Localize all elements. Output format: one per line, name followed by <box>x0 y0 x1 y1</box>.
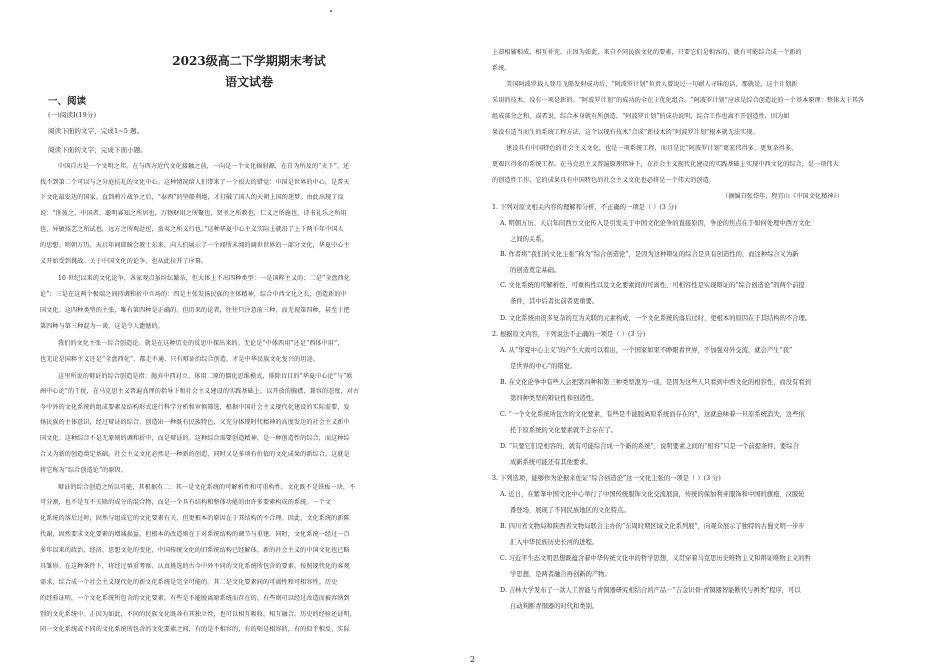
answer-option: D. “只要它们是相容的，就有可能综合成一个新的系统”，说明要素之间的“相容”只是一个前提条件，要综合 <box>500 443 799 450</box>
answer-option-continued: 条件，其中后者比前者更重要。 <box>510 298 599 305</box>
passage-line: 也，异敏技艺之所试也，远方之所观赴也，蛮夷之所义行也。”这种华夏中心主义实际上就沿了上下两千年中国人 <box>40 226 344 233</box>
exam-subtitle: 语文试卷 <box>224 75 273 89</box>
answer-option-continued: 是世界的中心”的错觉。 <box>510 363 577 370</box>
passage-line: 国文化。这四种类型的主张，唯有第四种是正确的。但历来的论者，往往只注意前三种，而无视第四种，甚至于把 <box>40 307 350 314</box>
answer-option: A. 明朝万历、天启年间西方文化传入是引发关于中国文化论争的直接原因，争论的焦点在于如何处理中西方文化 <box>500 220 811 227</box>
answer-option-continued: 托于原系统的文化要素就不会存在了。 <box>510 427 618 434</box>
passage-line: 这里所说的辩证的综合创造是指：抛弃中西对立、体用二原的僵化思维模式，排除盲目的“华夏中心论”与“欧 <box>58 373 353 380</box>
passage-line: 上却相辅相成、相互补充。正因为如此，来自不同民族文化的要素，只要它们是相容的，就有可能综合成一个新的 <box>492 49 802 56</box>
passage-line: 扬民族的主体意识，经过辩证的综合，创造出一种既有民族特色，又充分体现时代精神的高度发达的社会主义新中 <box>40 419 350 426</box>
passage-line: 的创造性工作，它的成果具有中国特色的社会主义文化也必将是一个伟大的创造。 <box>492 177 715 184</box>
passage-line: 更艰巨得多的系统工程。在马克思主义普遍原理指导下，在社会主义现代化建设的实践基础上实现中西文化的综合，是一项伟大 <box>492 161 839 168</box>
question-stem: 2. 根据原文内容，下列说法不正确的一项是（ ）(3 分) <box>492 331 646 338</box>
passage-line: 果没有适当而生的系统工程方法，这个以现有技术“合成”新技术的“阿波罗计划”根本就无法实现。 <box>492 129 759 136</box>
passage-line: 需求，综合成一个社会主义现代化的新文化系统是完全可能的。其二是文化要素间的可离性和可相容性。历史 <box>40 579 338 586</box>
answer-option-continued: 汇入中华民族历史长河的进程。 <box>510 539 599 546</box>
passage-line: 也无论是国粹主义还是“全盘西化”，都走不通，只有辩证的综合创造，才是中华民族文化复兴的坦途。 <box>40 356 319 363</box>
passage-line: 化系统的落后过时，固然与组成它的文化要素有关，但更根本的原因在于其结构的不合理。因此，文化系统的新陈 <box>40 515 350 522</box>
answer-option-continued: 成新系统可能还有其他要求。 <box>510 459 592 466</box>
answer-option: A. 从“华夏中心主义”的产生大致可以看出，一个国家如果不睁眼看世界，不加强对外交流，就会产生“我” <box>500 347 793 354</box>
question-stem: 1. 下列对原文相关内容的理解和分析，不正确的一项是（ ）(3 分) <box>492 204 677 211</box>
section-heading: 一、阅读 <box>48 96 87 107</box>
answer-option: A. 近日，在紫峯中国文化中心举行了中国传统服饰文化交流展演，传统的保加利亚服饰和中国的旗袍、汉服轮 <box>500 491 805 498</box>
answer-option: C. 习近平生态文明思想既蕴含着中华传统文化中的哲学思想，又贯穿着马克思历史唯物主义和辩证唯物主义的哲 <box>500 555 811 562</box>
passage-line: 国文化。这种综合不是无原则的调和折中，而是辩证的。这种综合需要创造精神，是一种创造性的综合，而这种综 <box>40 435 350 442</box>
passage-line: 别的文化系统中。正因为如此，不同的民族文化既各有其独立性，也可以相互吸收、相互融合。历史的经验还证明， <box>40 611 356 618</box>
question-stem: 3. 下列选项，能够作为论据来佐证“综合创造论”这一文化主张的一项是（ ）(3 分) <box>492 475 721 482</box>
passage-line: 建设具有中国特色的社会主义文化，也是一项系统工程，而且是比“阿波罗计划”更宏伟得多、更复杂得多、 <box>506 145 798 152</box>
answer-option: D. 吉林大学发布了一款人工智能与青铜器研究相结合的产品－“吉金识骨·青铜器智能断代与辨类”程序，可以 <box>500 587 801 594</box>
passage-line: 今中外的文化系统的组成要素及结构形式进行科学分析和审慎筛选，根据中国社会主义现代化建设的实际需要，发 <box>40 404 350 411</box>
source-citation: （摘编自张岱年、程宜山《中国文化精神》） <box>722 193 843 200</box>
passage-line: 采用的技术，没有一项是新的。“阿波罗计划”的成功的全在于优化组合。“阿波罗计划”应该是综合创造论的一个基本原理：整体大于其各 <box>492 97 865 104</box>
passage-line: 阅读下面的文字，完成下面小题。 <box>48 146 147 154</box>
page-number: 2 <box>470 655 476 664</box>
reading-instruction: 阅读下面的文字，完成1~5 题。 <box>48 127 144 135</box>
answer-option: C. “一个文化系统所包含的文化要素，有些是不能脱离原系统而存在的”，这就意味着一旦原系统消失，这些依 <box>500 411 805 418</box>
answer-option-continued: 自动判断青铜器的时代和类别。 <box>510 603 599 610</box>
answer-option-continued: 番登场，展现了不同民族地区的文化特点。 <box>510 507 630 514</box>
passage-line: 美国阿波罗载人登月飞船发射成功后，“阿波罗计划”负责人曾说过一句耐人寻味的话，那就是，这个计划新 <box>506 81 798 88</box>
passage-line: 找不到第二个可以与之分庭抗礼的文化中心。这种情况给人们带来了一个很大的错觉：中国是世界的中心，是普天 <box>40 179 350 186</box>
answer-option: B. 四川省文物局和陕西省文物局联合主办的“东周时期区域文化系列展”，向观众展示了独特的古蜀文明一步步 <box>500 523 805 530</box>
passage-line: 洲中心论”的干扰，在马克思主义普遍真理的指导下和社会主义建设的实践基础上，以开放的胸襟，兼容的态度，对古 <box>40 388 360 395</box>
passage-line: 16 世纪以来的文化论争，各家观点虽纷纭繁杂，但大体上不出四种类型：一是国粹主义的；二是“全盘西化 <box>58 275 350 282</box>
passage-line: 辩证的综合创造之所以可能，其根据有二：其一是文化系统的可解析性和可重构性。文化既不是铁板一块，不 <box>58 484 356 491</box>
passage-line: 代谢，固然要求文化要素的增减损益，但根本的改造则在于对系统结构的调节与重建。同时，文化系统一经过一百 <box>40 531 350 538</box>
passage-line: 组成部分之和，或者说，综合本身就有所创造。“阿波罗计划”的成功说明，综合工作也离不开创造性，因为如 <box>492 113 790 120</box>
answer-option-continued: 学思想，是两者融合再创新的产物。 <box>510 571 611 578</box>
answer-option-continued: 之间的关系。 <box>510 236 548 243</box>
passage-line: 系统。 <box>492 65 511 72</box>
passage-line: 说：“匪彼之，中国者，聪明睿知之所居也，万物财用之所聚也，贤圣之所教也，仁义之所施也，诗书礼乐之所用 <box>40 210 347 217</box>
answer-option-continued: 第四种类型的辩证性和创造性。 <box>510 395 599 402</box>
passage-line: 第四种与第三种混为一谈，这是令人遗憾的。 <box>40 323 164 330</box>
exam-title: 2023级高二下学期期末考试 <box>172 54 326 68</box>
passage-line: 论”；三是在这两个极端之间持调和折中立场的：四是主张发扬民族的主体精神，综合中西文化之长，创造新的中 <box>40 291 347 298</box>
passage-line: 多年以来的政治、经济、思想文化的变化，中国传统文化的旧系统结构已经解体，新的社会主义的中国文化也已略 <box>40 547 350 554</box>
passage-line: 下文化最发达的国家。直到鸦片战争之后，“泰西”的坚船利炮，才打破了国人的天朝上国的迷梦。由此出现了反 <box>40 194 344 201</box>
answer-option: B. 在文化论争中有些人会把第四种和第三种类型混为一谈，是因为这些人只看到中西文化的相容性，而没有看到 <box>500 379 811 386</box>
answer-option: D. 文化系统由很多复杂的互为关联的元素构成，一个文化系统的落后过时，更根本的原因在于其结构的不合理。 <box>500 315 812 322</box>
passage-line: 的思想。明朝万历、天启年间耶稣会教士东来，向人们展示了一个闻所未闻的阔世世界的一部分文化，华夏中心主 <box>40 242 350 249</box>
passage-line: 义开始受到挑战。关于中国文化的论争，也从此拉开了序幕。 <box>40 258 208 265</box>
answer-option: C. 文化系统的可解析性、可重构性以及文化要素间的可离性、可相容性是实现辩证的“综合创造论”的两个前提 <box>500 282 805 289</box>
passage-line: 同一文化系统或不同的文化系统所包含的文化要素之间，有的是不相容的，有的则是相容的，有的似乎相反，实际 <box>40 626 350 633</box>
answer-option: B. 作者将“我们的文化主张”称为“综合创造论”，是因为这种辩证的综合是具有创造性的，而这种综合又为新 <box>500 251 799 258</box>
passage-line: 可分割，也不是互不关联的成分的混合物，而是一个具有结构和整体功能的由许多要素构成的系统。一个文 <box>40 499 332 506</box>
passage-line: 我们的文化主张一综合创造论。就是在这种历史的反思中探出来的。无论是“中体西用”还是“西体中用”， <box>58 340 344 347</box>
passage-line: 的经验证明，一个文化系统所包含的文化要素，有些是不能脱离原系统而存在的，有些则可以经过改造而被容纳到 <box>40 595 350 602</box>
passage-line: 将它称为“综合创造论”的原因。 <box>40 467 127 474</box>
answer-option-continued: 的创造奠定基础。 <box>510 267 561 274</box>
dot-mark <box>330 10 332 12</box>
reading-instruction: (一)阅读Ⅰ(19分) <box>48 111 97 119</box>
passage-line: 中国自古是一个文明之邦。在与西方近代文化接触之前，一向是一个文化辐射源，在自为所及的“天下”，还 <box>58 163 350 170</box>
passage-line: 具雏形。在这种条件下，将经过慎重考察、认真挑选的古今中外不同的文化系统所包含的要素，按照现代化的客观 <box>40 563 350 570</box>
passage-line: 合又为新的创造奠定基础。社会主义文化必然是一种新的创造，同时又是多项有价值的文化成果的新综合。这就是 <box>40 451 350 458</box>
